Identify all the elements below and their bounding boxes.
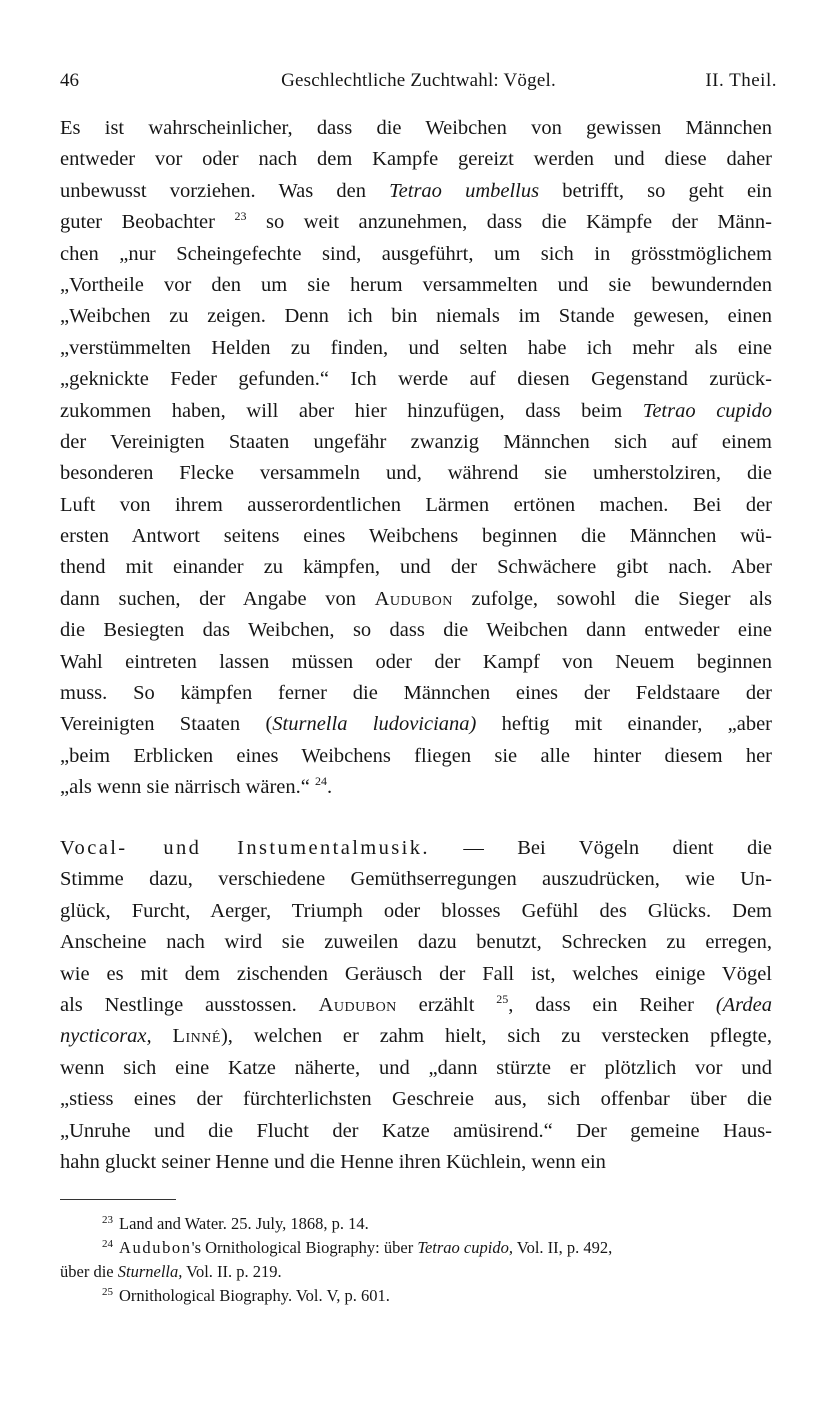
footnote-line: über die Sturnella, Vol. II. p. 219. <box>60 1262 282 1281</box>
text-line: muss. So kämpfen ferner die Männchen eines der Feldstaare der <box>60 682 772 705</box>
italic-text: nycticorax, <box>60 1025 152 1048</box>
small-caps-name: Linné <box>172 1025 221 1048</box>
spaced-heading: Vocal- und Instumentalmusik. <box>60 837 430 859</box>
text-line: Vereinigten Staaten (Sturnella ludoviciana) heftig mit einander, „aber <box>60 713 772 736</box>
paragraph-vocal-music <box>60 833 772 1178</box>
text-line: entweder vor oder nach dem Kampfe gereizt werden und diese daher <box>60 148 772 171</box>
text-line: dann suchen, der Angabe von Audubon zufolge, sowohl die Sieger als <box>60 587 773 610</box>
text-line: die Besiegten das Weibchen, so dass die Weibchen dann entweder eine <box>60 619 772 642</box>
italic-text: Tetrao cupido, <box>417 1238 513 1257</box>
footnote-line: $^{24}$ Audubon's Ornithological Biography: über Tetrao cupido, Vol. II, p. 492, <box>102 1238 613 1257</box>
footnote-reference: 25 <box>102 1286 113 1298</box>
footnote-reference: 24 <box>315 774 327 789</box>
italic-text: Tetrao cupido <box>642 399 773 422</box>
text-line: „beim Erblicken eines Weibchens fliegen sie alle hinter diesem her <box>60 744 772 767</box>
running-title: Geschlechtliche Zuchtwahl: Vögel. <box>281 70 556 91</box>
text-line: glück, Furcht, Aerger, Triumph oder blosses Gefühl des Glücks. Dem <box>60 899 772 922</box>
text-line: ersten Antwort seitens eines Weibchens beginnen die Männchen wü- <box>60 525 772 548</box>
paragraph-combat <box>60 113 772 804</box>
text-line: thend mit einander zu kämpfen, und der Schwächere gibt nach. Aber <box>60 556 772 579</box>
italic-text: Tetrao umbellus <box>389 179 540 202</box>
text-line: Luft von ihrem ausserordentlichen Lärmen ertönen machen. Bei der <box>60 493 772 516</box>
footnote-line: $^{25}$ Ornithological Biography. Vol. V, p. 601. <box>102 1286 390 1305</box>
italic-text: (Ardea <box>715 993 772 1016</box>
text-line: wenn sich eine Katze näherte, und „dann stürzte er plötzlich vor und <box>60 1056 772 1079</box>
footnotes <box>60 1212 782 1308</box>
text-line: Wahl eintreten lassen müssen oder der Kampf von Neuem beginnen <box>60 650 772 673</box>
text-line: Vocal- und Instumentalmusik. — Bei Vögeln dient die <box>60 837 772 859</box>
footnote-line: $^{23}$ Land and Water. 25. July, 1868, p. 14. <box>102 1214 369 1233</box>
text-line: guter Beobachter $^{23}$ so weit anzunehmen, dass die Kämpfe der Männ- <box>60 209 772 234</box>
small-caps-name: Audubon <box>374 587 453 610</box>
text-line: „Vortheile vor den um sie herum versammelten und sie bewundernden <box>60 273 772 296</box>
small-caps-name: Audubon <box>318 993 397 1016</box>
part-label: II. Theil. <box>705 70 777 91</box>
text-line: „Weibchen zu zeigen. Denn ich bin niemals im Stande gewesen, einen <box>60 305 772 328</box>
italic-text: Sturnella, <box>117 1262 183 1281</box>
text-line: unbewusst vorziehen. Was den Tetrao umbellus betrifft, so geht ein <box>60 179 772 202</box>
text-line: zukommen haben, will aber hier hinzufügen, dass beim Tetrao cupido <box>60 399 773 422</box>
text-line: wie es mit dem zischenden Geräusch der Fall ist, welches einige Vögel <box>60 962 772 985</box>
running-head <box>60 68 777 94</box>
footnote-separator <box>60 1199 176 1200</box>
text-line: Es ist wahrscheinlicher, dass die Weibchen von gewissen Männchen <box>60 117 772 139</box>
text-line: besonderen Flecke versammeln und, während sie umherstolziren, die <box>60 462 772 485</box>
spaced-heading: Audubon <box>119 1238 192 1257</box>
text-line: der Vereinigten Staaten ungefähr zwanzig Männchen sich auf einem <box>60 430 772 453</box>
text-line: „geknickte Feder gefunden.“ Ich werde auf diesen Gegenstand zurück- <box>60 368 772 391</box>
text-line: als Nestlinge ausstossen. Audubon erzählt $^{25}$, dass ein Reiher (Ardea <box>60 991 772 1016</box>
text-line: „als wenn sie närrisch wären.“ $^{24}$. <box>60 774 333 799</box>
text-line: „verstümmelten Helden zu finden, und selten habe ich mehr als eine <box>60 336 772 359</box>
text-line: „stiess eines der fürchterlichsten Geschreie aus, sich offenbar über die <box>60 1088 772 1111</box>
text-line: „Unruhe und die Flucht der Katze amüsirend.“ Der gemeine Haus- <box>60 1119 772 1142</box>
footnote-reference: 23 <box>102 1214 113 1226</box>
page-number: 46 <box>60 70 79 91</box>
text-line: Anscheine nach wird sie zuweilen dazu benutzt, Schrecken zu erregen, <box>60 931 772 954</box>
footnote-reference: 25 <box>496 991 509 1006</box>
text-line: nycticorax, Linné), welchen er zahm hielt, sich zu verstecken pflegte, <box>60 1025 773 1048</box>
footnote-reference: 24 <box>102 1238 113 1250</box>
text-line: hahn gluckt seiner Henne und die Henne ihren Küchlein, wenn ein <box>60 1150 606 1173</box>
italic-text: Sturnella ludoviciana) <box>272 713 477 736</box>
text-line: chen „nur Scheingefechte sind, ausgeführt, um sich in grösstmöglichem <box>60 242 772 265</box>
footnote-reference: 23 <box>234 209 247 224</box>
text-line: Stimme dazu, verschiedene Gemüthserregungen auszudrücken, wie Un- <box>60 868 772 891</box>
